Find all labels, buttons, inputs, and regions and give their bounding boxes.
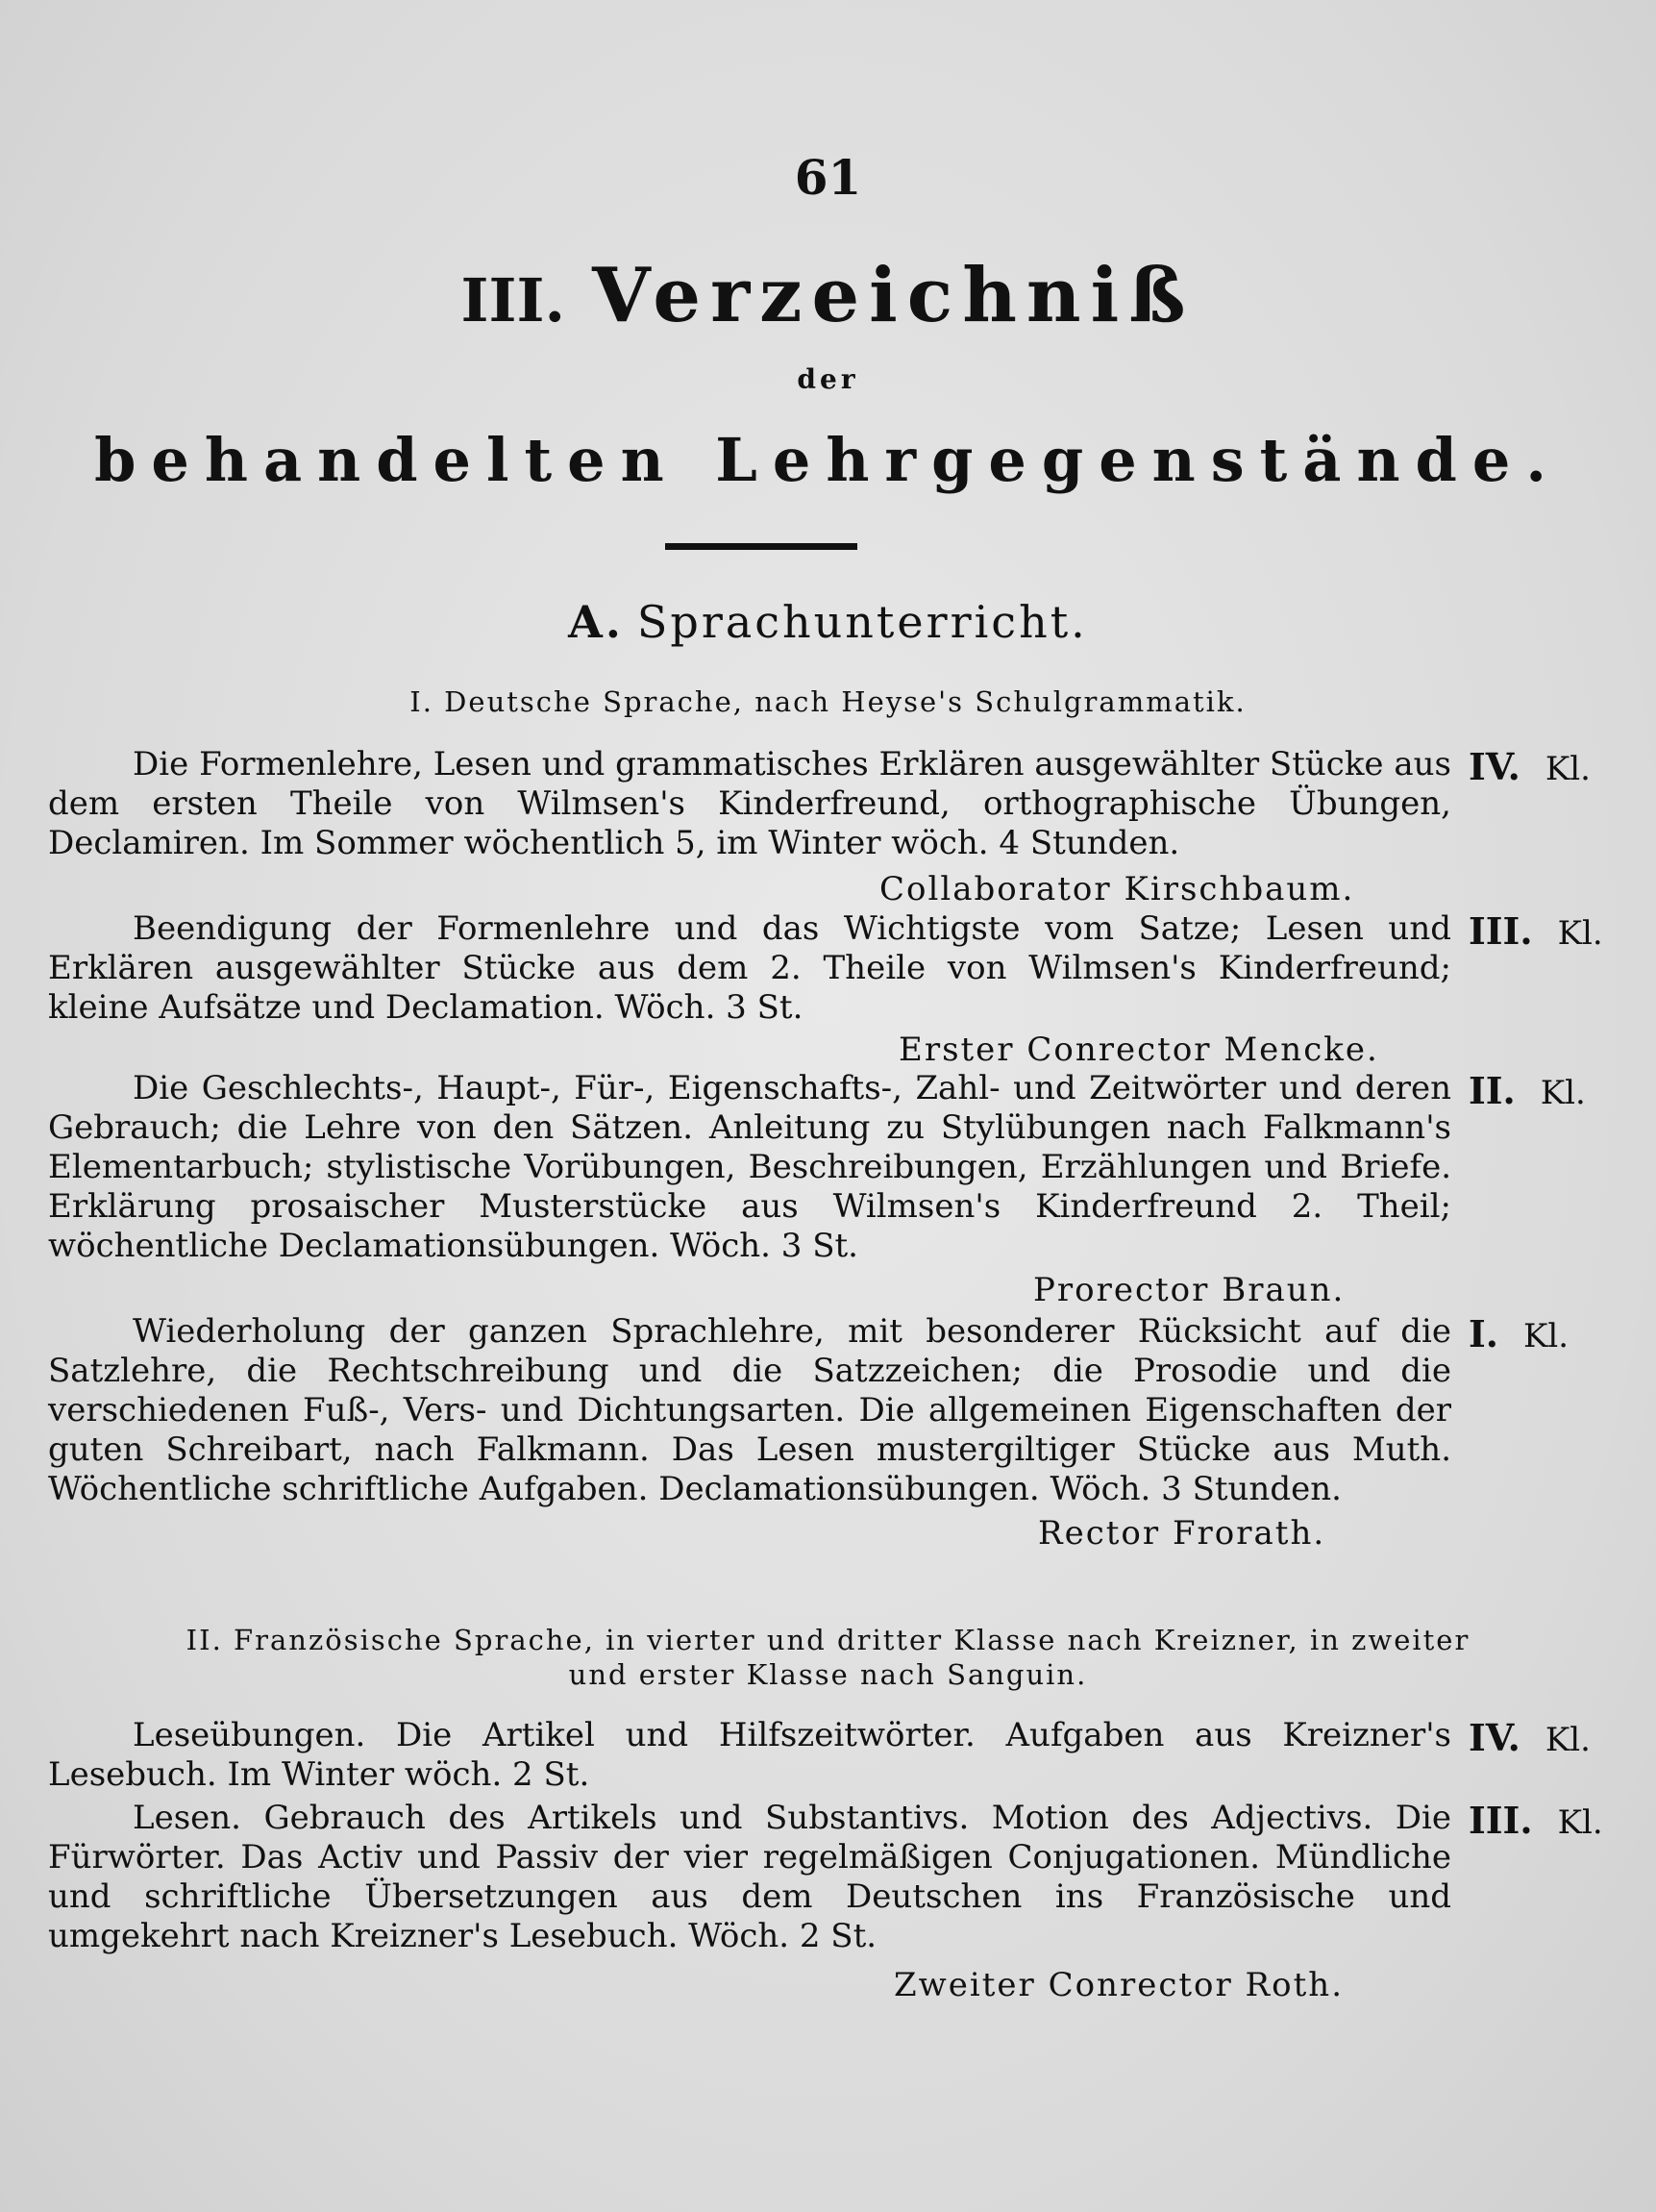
german-entry-2-class: III. Kl. [1469, 909, 1603, 953]
french-entry-2-text: Lesen. Gebrauch des Artikels und Substantivs. Motion des Adjectivs. Die Fürwörter. Das Activ und Passiv der vier regelmäßigen Conjugationen. Mündliche und schriftliche Übersetzungen aus dem Deutschen ins Französische und umgekehrt nach Kreizner's Lesebuch. Wöch. 2 St. [48, 1799, 1451, 1955]
main-title [0, 252, 1656, 339]
german-entry-3-class: II. Kl. [1469, 1069, 1586, 1112]
subtitle: behandelten Lehrgegenstände. [94, 425, 1562, 495]
german-entry-1-text: Die Formenlehre, Lesen und grammatisches Erklären ausgewählter Stücke aus dem ersten Theile von Wilmsen's Kinderfreund, orthographische Übungen, Declamiren. Im Sommer wöchentlich 5, im Winter wöch. 4 Stunden. [48, 745, 1451, 862]
title-divider [665, 543, 857, 550]
french-entry-2-teacher: Zweiter Conrector Roth. [894, 1966, 1344, 2004]
title-text: Verzeichniß [592, 252, 1196, 339]
french-entry-1-text: Leseübungen. Die Artikel und Hilfszeitwörter. Aufgaben aus Kreizner's Lesebuch. Im Winter wöch. 2 St. [48, 1716, 1451, 1794]
title-connector: der [797, 363, 859, 395]
section-title: Sprachunterricht. [636, 596, 1088, 648]
german-entry-3-text: Die Geschlechts-, Haupt-, Für-, Eigenschafts-, Zahl- und Zeitwörter und deren Gebrauch; die Lehre von den Sätzen. Anleitung zu Stylübungen nach Falkmann's Elementarbuch; stylistische Vorübungen, Beschreibungen, Erzählungen und Briefe. Erklärung prosaischer Musterstücke aus Wilmsen's Kinderfreund 2. Theil; wöchentliche Declamationsübungen. Wöch. 3 St. [48, 1069, 1451, 1265]
french-heading [0, 1623, 1656, 1692]
german-entry-3-teacher: Prorector Braun. [1033, 1271, 1346, 1309]
german-entry-1-teacher: Collaborator Kirschbaum. [879, 870, 1355, 908]
french-heading-line-1: II. Französische Sprache, in vierter und dritter Klasse nach Kreizner, in zweiter [185, 1624, 1471, 1656]
german-entry-4-teacher: Rector Frorath. [1038, 1514, 1326, 1553]
german-entry-4-class: I. Kl. [1469, 1312, 1569, 1355]
german-entry-2-teacher: Erster Conrector Mencke. [899, 1031, 1379, 1069]
section-letter: A. [568, 596, 624, 648]
title-roman-numeral: III. [460, 265, 566, 336]
german-entry-1-class: IV. Kl. [1469, 745, 1591, 788]
german-heading: I. Deutsche Sprache, nach Heyse's Schulgrammatik. [409, 685, 1247, 718]
french-entry-1-class: IV. Kl. [1469, 1716, 1591, 1759]
section-heading [0, 596, 1656, 648]
german-entry-4-text: Wiederholung der ganzen Sprachlehre, mit besonderer Rücksicht auf die Satzlehre, die Rechtschreibung und die Satzzeichen; die Prosodie und die verschiedenen Fuß-, Vers- und Dichtungsarten. Die allgemeinen Eigenschaften der guten Schreibart, nach Falkmann. Das Lesen mustergiltiger Stücke aus Muth. Wöchentliche schriftliche Aufgaben. Declamationsübungen. Wöch. 3 Stunden. [48, 1312, 1451, 1508]
french-heading-line-2: und erster Klasse nach Sanguin. [568, 1658, 1088, 1691]
page-number: 61 [794, 149, 862, 206]
german-entry-2-text: Beendigung der Formenlehre und das Wichtigste vom Satze; Lesen und Erklären ausgewählter Stücke aus dem 2. Theile von Wilmsen's Kinderfreund; kleine Aufsätze und Declamation. Wöch. 3 St. [48, 909, 1451, 1027]
french-entry-2-class: III. Kl. [1469, 1799, 1603, 1842]
